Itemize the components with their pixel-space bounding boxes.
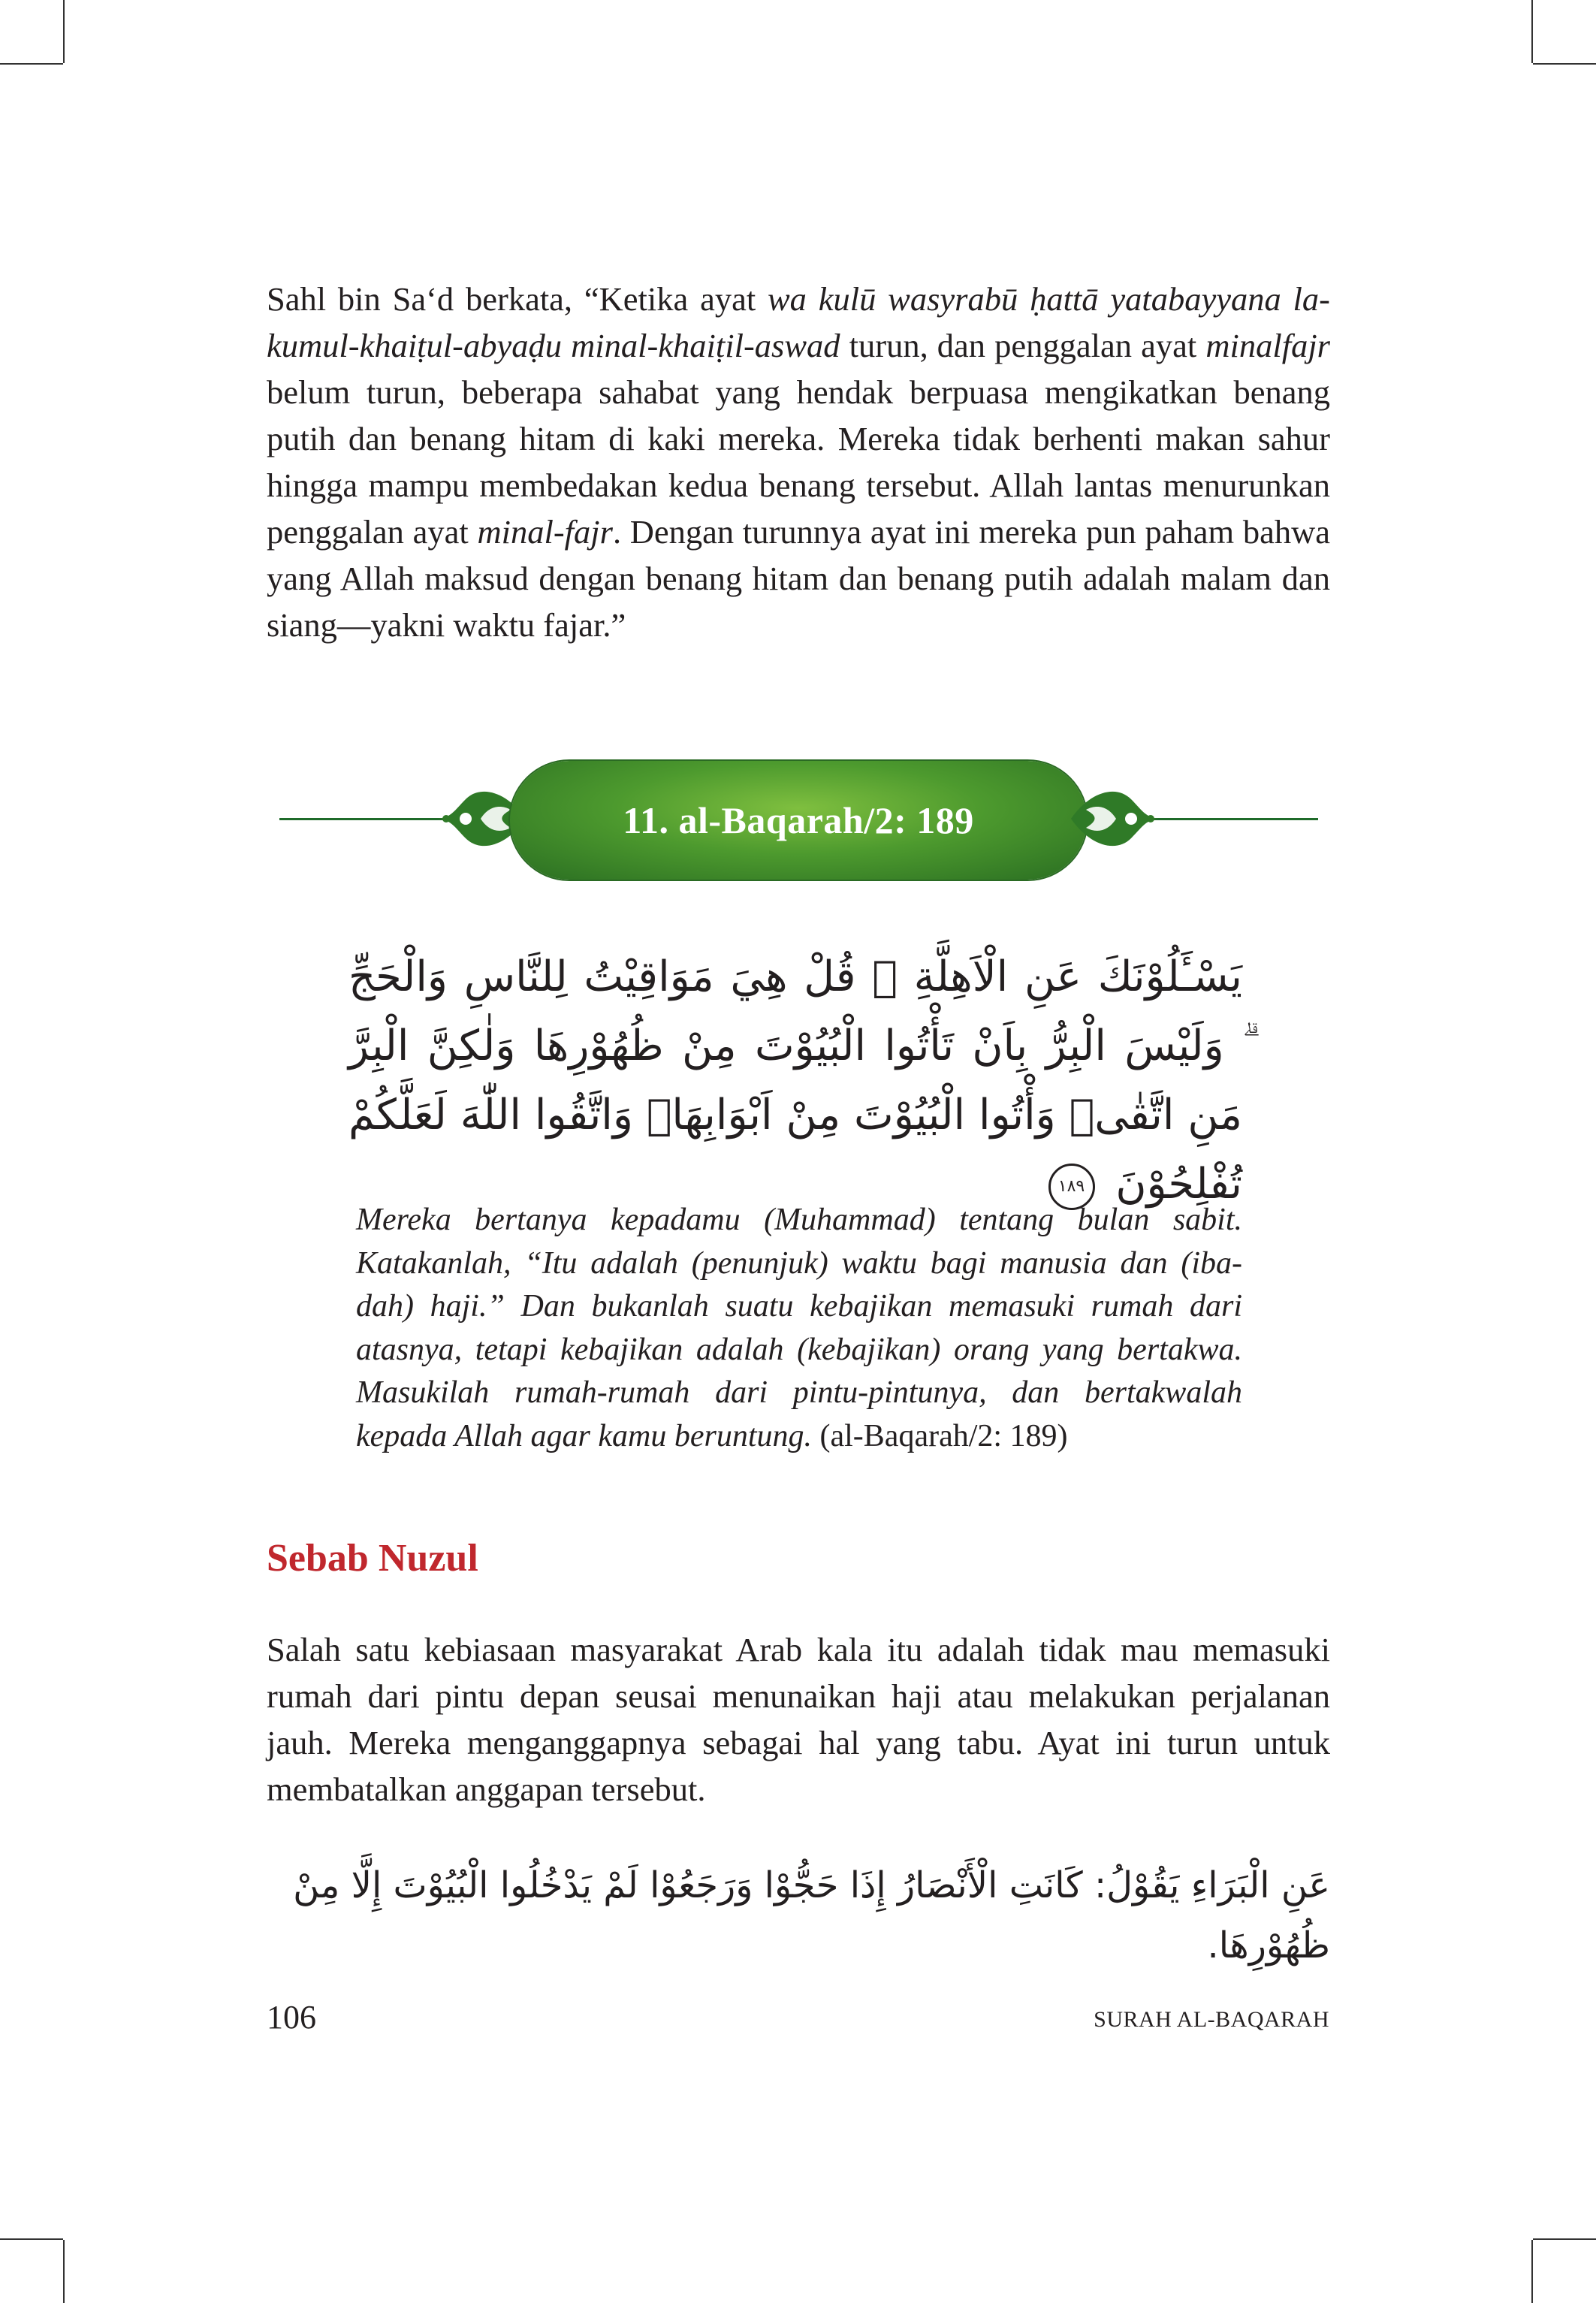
intro-transliteration: minal-fajr <box>477 513 613 551</box>
banner-rule-left <box>279 818 445 820</box>
ornament-right-icon <box>1071 777 1161 861</box>
sebab-nuzul-paragraph: Salah satu kebiasaan masyarakat Arab kala itu adalah tidak mau memasuki rumah dari pintu depan seusai menunaikan haji atau melakukan perjalanan jauh. Mereka menganggapnya sebagai hal yang tabu. Ayat ini turun untuk membatalkan anggapan tersebut. <box>267 1631 1330 1808</box>
banner-title: 11. al-Baqarah/2: 189 <box>623 799 974 841</box>
crop-mark <box>63 2240 65 2303</box>
crop-mark <box>1533 2238 1596 2240</box>
intro-text: Sahl bin Sa‘d berkata, “Ketika ayat <box>267 280 768 318</box>
crop-mark <box>1531 2240 1533 2303</box>
translation-text: Mereka bertanya kepadamu (Muhammad) tentang bulan sabit. Katakanlah, “Itu adalah (penunjuk) waktu bagi manusia dan (ibadah) haji.” Dan bukanlah suatu kebajikan memasuki rumah dari atasnya, tetapi kebajikan adalah (kebajikan) orang yang bertakwa. Masukilah rumah-rumah dari pintu-pintunya, dan bertakwalah kepada Allah agar kamu beruntung. <box>356 1203 1242 1453</box>
intro-transliteration: minalfajr <box>1205 327 1331 364</box>
page-number: 106 <box>267 1999 316 2036</box>
section-banner <box>510 761 1087 880</box>
crop-mark <box>0 2238 63 2240</box>
banner-rule-right <box>1153 818 1318 820</box>
intro-text: . Dengan turunnya ayat ini mereka pun paham bahwa yang Allah maksud dengan benang hitam dan benang putih adalah malam dan siang—yakni waktu fajar.” <box>267 513 1331 644</box>
running-footer: SURAH AL-BAQARAH <box>1094 2007 1329 2032</box>
quran-text: يَسْـَٔلُوْنَكَ عَنِ الْاَهِلَّةِ ۗ قُلْ هِيَ مَوَاقِيْتُ لِلنَّاسِ وَالْحَجِّ ۗ وَلَيْسَ الْبِرُّ بِاَنْ تَأْتُوا الْبُيُوْتَ مِنْ ظُهُوْرِهَا وَلٰكِنَّ الْبِرَّ مَنِ اتَّقٰىۚ وَأْتُوا الْبُيُوْتَ مِنْ اَبْوَابِهَاۖ وَاتَّقُوا اللّٰهَ لَعَلَّكُمْ تُفْلِحُوْنَ <box>348 952 1242 1209</box>
crop-mark <box>0 63 63 65</box>
quran-verse <box>348 943 1242 1219</box>
crop-mark <box>63 0 65 63</box>
intro-text: turun, dan penggalan ayat <box>840 327 1206 364</box>
intro-paragraph <box>267 276 1330 648</box>
crop-mark <box>1533 63 1596 65</box>
ayah-number-marker: ١٨٩ <box>1048 1164 1095 1210</box>
section-heading: Sebab Nuzul <box>267 1537 478 1580</box>
intro-transliteration: wa kulū wasyrabū ḥattā yatabayyana lakumul-khaiṭul-abyaḍu minal-khaiṭil-aswad <box>267 280 1330 364</box>
crop-mark <box>1531 0 1533 63</box>
verse-translation <box>356 1199 1242 1458</box>
hadith-text: عَنِ الْبَرَاءِ يَقُوْلُ: كَانَتِ الْأَنْصَارُ إِذَا حَجُّوْا وَرَجَعُوْا لَمْ يَدْخُلُوا الْبُيُوْتَ إِلَّا مِنْ ظُهُوْرِهَا. <box>293 1864 1330 1966</box>
intro-text: belum turun, beberapa sahabat yang hendak berpuasa mengikatkan benang putih dan benang hitam di kaki mereka. Mereka tidak berhenti makan sahur hingga mampu membedakan kedua benang tersebut. Allah lantas menurunkan penggalan ayat <box>267 373 1330 551</box>
translation-reference: (al-Baqarah/2: 189) <box>812 1418 1068 1453</box>
